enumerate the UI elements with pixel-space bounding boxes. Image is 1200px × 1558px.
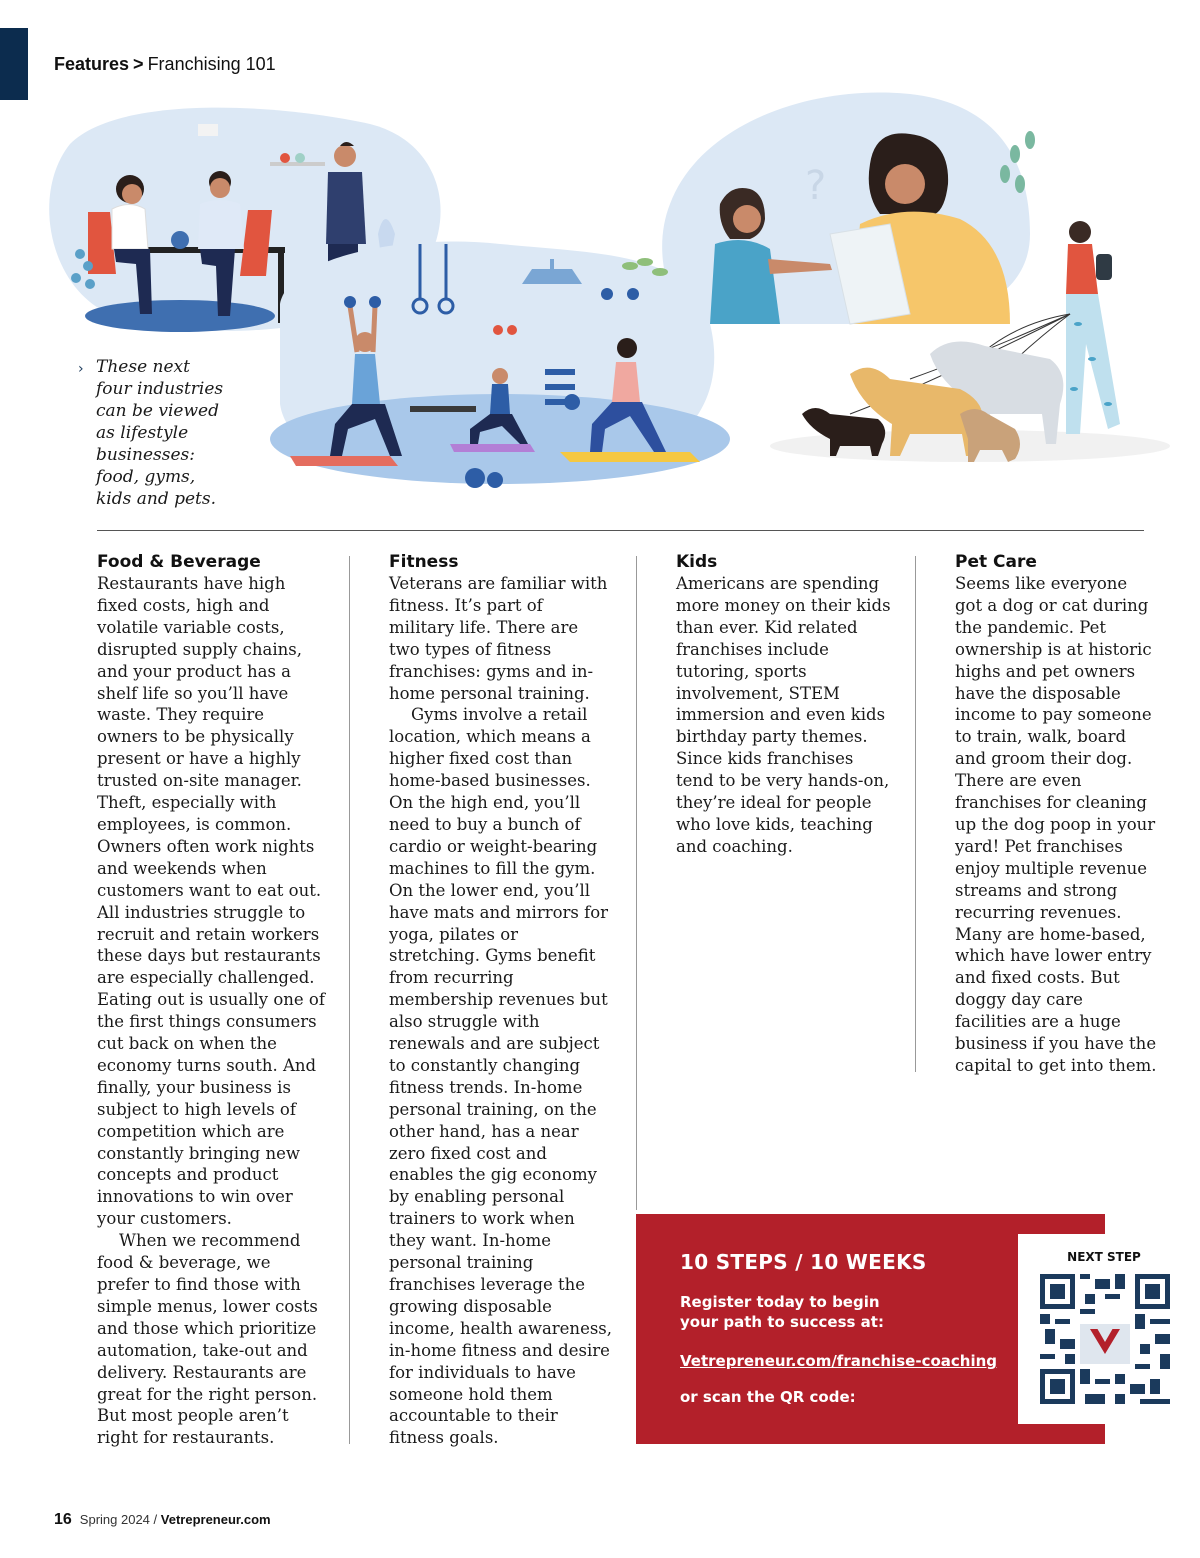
- column-paragraph: When we recommend food & beverage, we prefer to find those with simple menus, lower costs and those which prioritize automation, take-out and delivery. Restaurants are great for the right person. But most people aren’t right for restaurants.: [97, 1231, 318, 1448]
- column-divider-1: [349, 556, 350, 1444]
- coaching-link[interactable]: Vetrepreneur.com/franchise-coaching: [680, 1352, 998, 1370]
- breadcrumb-section[interactable]: Features: [54, 54, 130, 74]
- column-paragraph: Americans are spending more money on their kids than ever. Kid related franchises include tutoring, sports involvement, STEM immersion and even kids birthday party themes. Since kids franchises tend to be very hands-on, they’re ideal for people who love kids, teaching and coaching.: [676, 574, 891, 856]
- image-caption: [78, 356, 228, 510]
- page-number: 16: [54, 1511, 72, 1528]
- issue-label: Spring 2024 /: [79, 1512, 158, 1527]
- cta-scan-text: or scan the QR code:: [680, 1388, 856, 1406]
- qr-panel: [1018, 1234, 1180, 1424]
- page-footer: [54, 1511, 271, 1529]
- caption-text: These next four industries can be viewed as lifestyle businesses: food, gyms, kids and pets.: [96, 357, 224, 509]
- column-paragraph: Gyms involve a retail location, which means a higher fixed cost than home-based businesses. On the high end, you’ll need to buy a bunch of cardio or weight-bearing machines to fill the gym. On the lower end, you’ll have mats and mirrors for yoga, pilates or stretching. Gyms benefit from recurring membership revenues but also struggle with renewals and are subject to constantly changing fitness trends. In-home personal training, on the other hand, has a near zero fixed cost and enables the gig economy by enabling personal trainers to work when they want. In-home personal training franchises leverage the growing disposable income, health awareness, in-home fitness and desire for individuals to have someone hold them accountable to their fitness goals.: [389, 705, 613, 1448]
- column-fitness: [389, 551, 612, 1449]
- column-heading: Pet Care: [955, 552, 1037, 572]
- section-divider: [97, 530, 1144, 531]
- chevron-right-icon: ›: [78, 361, 84, 377]
- svg-text:?: ?: [805, 163, 827, 209]
- column-paragraph: Restaurants have high fixed costs, high and volatile variable costs, disrupted supply chains, and your product has a shelf life so you’ll have waste. They require owners to be physically present or have a highly trusted on-site manager. Theft, especially with employees, is common. Owners often work nights and weekends when customers want to eat out. All industries struggle to recruit and retain workers these days but restaurants are especially challenged. Eating out is usually one of the first things consumers cut back on when the economy turns south. And finally, your business is subject to high levels of competition which are constantly bringing new concepts and product innovations to win over your customers.: [97, 574, 325, 1229]
- column-divider-2: [636, 556, 637, 1210]
- column-heading: Fitness: [389, 552, 459, 572]
- column-heading: Kids: [676, 552, 718, 572]
- breadcrumb-page: Franchising 101: [147, 54, 276, 74]
- column-food-beverage: [97, 551, 325, 1449]
- cta-text: Register today to begin your path to success at:: [680, 1293, 884, 1331]
- breadcrumb-separator: >: [133, 54, 144, 74]
- qr-code-icon[interactable]: [1040, 1274, 1170, 1404]
- site-name[interactable]: Vetrepreneur.com: [160, 1512, 271, 1527]
- column-kids: [676, 551, 894, 858]
- qr-label: NEXT STEP: [1067, 1250, 1141, 1264]
- section-color-bar: [0, 28, 28, 100]
- column-divider-3: [915, 556, 916, 1072]
- column-paragraph: Seems like everyone got a dog or cat during the pandemic. Pet ownership is at historic highs and pet owners have the disposable income to pay someone to train, walk, board and groom their dog. There are even franchises for cleaning up the dog poop in your yard! Pet franchises enjoy multiple revenue streams and strong recurring revenues. Many are home-based, which have lower entry and fixed costs. But doggy day care facilities are a huge business if you have the capital to get into them.: [955, 574, 1157, 1075]
- cta-title: 10 STEPS / 10 WEEKS: [680, 1250, 927, 1274]
- column-heading: Food & Beverage: [97, 552, 261, 572]
- breadcrumb: [54, 54, 276, 75]
- column-pet-care: [955, 551, 1159, 1077]
- column-paragraph: Veterans are familiar with fitness. It’s part of military life. There are two types of fitness franchises: gyms and in-home personal training.: [389, 574, 608, 703]
